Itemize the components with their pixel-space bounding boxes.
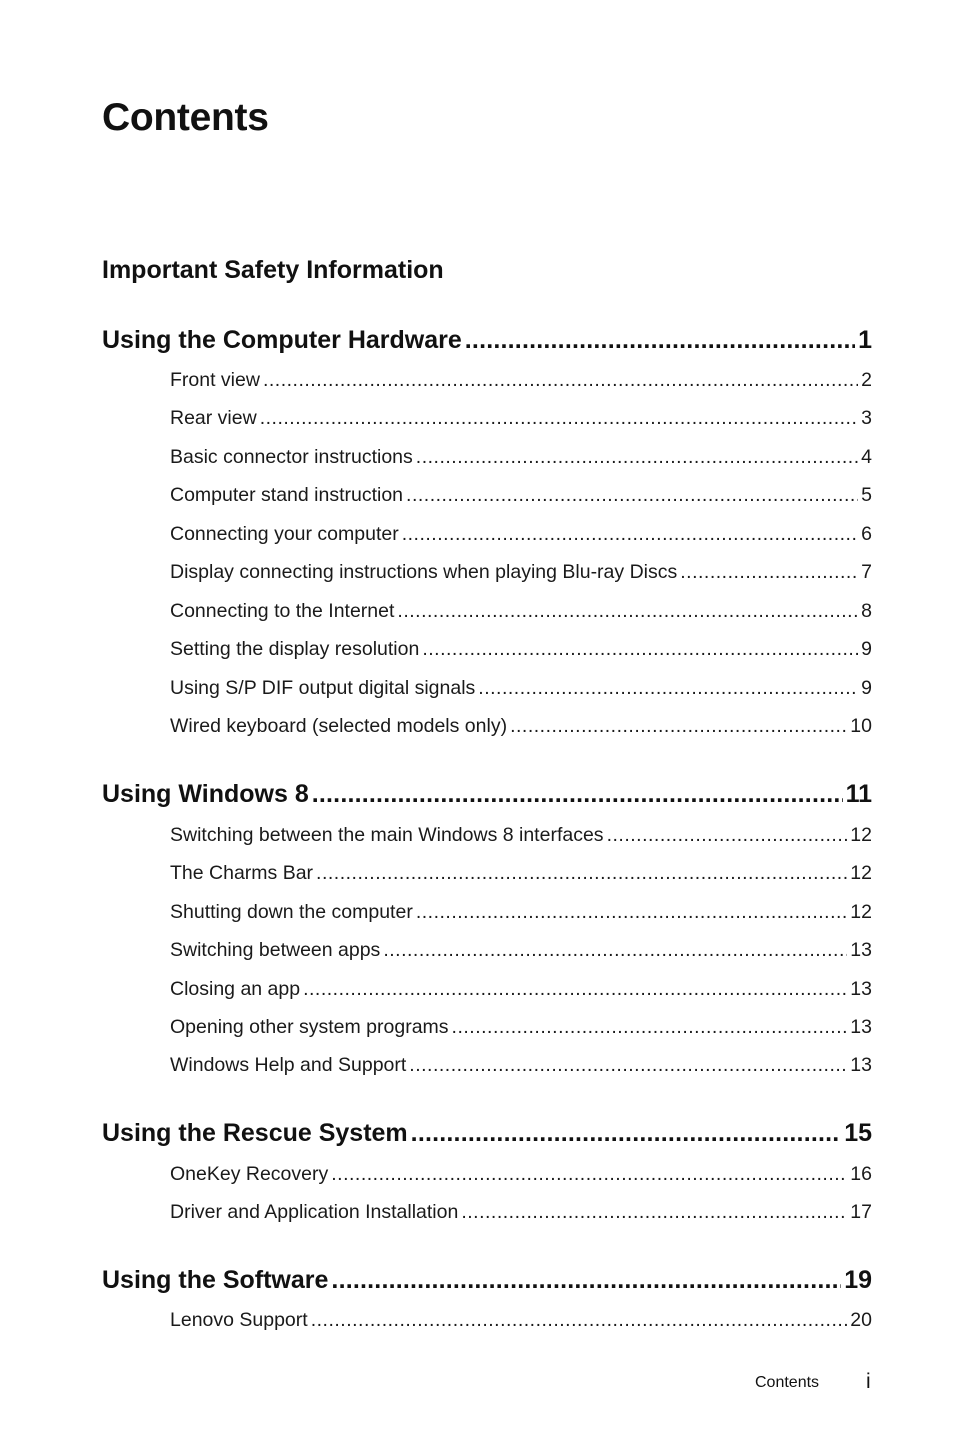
- dot-leader: [383, 939, 847, 962]
- toc-chapter-rescue[interactable]: [102, 1119, 872, 1149]
- dot-leader: [465, 326, 855, 355]
- dot-leader: [331, 1163, 847, 1186]
- chapter-page-number: 19: [844, 1266, 872, 1294]
- entry-label: Basic connector instructions: [170, 446, 413, 468]
- entry-page-number: 13: [850, 1016, 872, 1038]
- entry-label: Switching between the main Windows 8 interfaces: [170, 824, 604, 846]
- toc-chapter-windows[interactable]: [102, 780, 872, 810]
- toc-entry[interactable]: [170, 1309, 872, 1333]
- toc-entry[interactable]: [170, 939, 872, 963]
- entry-label: Wired keyboard (selected models only): [170, 715, 508, 737]
- toc-entry[interactable]: [170, 1054, 872, 1078]
- dot-leader: [312, 780, 843, 809]
- dot-leader: [303, 978, 847, 1001]
- dot-leader: [397, 600, 858, 623]
- toc-chapter-hardware[interactable]: [102, 326, 872, 356]
- dot-leader: [311, 1309, 848, 1332]
- toc-entry[interactable]: [170, 484, 872, 508]
- dot-leader: [406, 484, 858, 507]
- entry-label: Lenovo Support: [170, 1309, 308, 1331]
- dot-leader: [416, 901, 847, 924]
- entry-page-number: 10: [850, 715, 872, 737]
- dot-leader: [263, 369, 858, 392]
- entry-label: Using S/P DIF output digital signals: [170, 677, 476, 699]
- entry-label: Shutting down the computer: [170, 901, 413, 923]
- toc-entry[interactable]: [170, 523, 872, 547]
- entry-page-number: 20: [850, 1309, 872, 1331]
- entry-label: The Charms Bar: [170, 862, 314, 884]
- dot-leader: [452, 1016, 848, 1039]
- entry-page-number: 9: [861, 677, 872, 699]
- footer-page-number: i: [866, 1370, 871, 1393]
- toc-chapter-software[interactable]: [102, 1266, 872, 1296]
- toc-entry[interactable]: [170, 369, 872, 393]
- entry-page-number: 4: [861, 446, 872, 468]
- chapter-page-number: 11: [845, 780, 872, 808]
- entry-label: Closing an app: [170, 978, 301, 1000]
- toc-entry[interactable]: [170, 638, 872, 662]
- toc-entry[interactable]: [170, 600, 872, 624]
- safety-heading: Important Safety Information: [102, 256, 444, 284]
- entry-label: Setting the display resolution: [170, 638, 420, 660]
- entry-page-number: 6: [861, 523, 872, 545]
- entry-label: Opening other system programs: [170, 1016, 449, 1038]
- chapter-title: Using the Software: [102, 1266, 329, 1294]
- entry-page-number: 5: [861, 484, 872, 506]
- dot-leader: [461, 1201, 847, 1224]
- dot-leader: [402, 523, 858, 546]
- entry-label: Switching between apps: [170, 939, 381, 961]
- toc-entry[interactable]: [170, 446, 872, 470]
- page-title: Contents: [102, 96, 269, 139]
- chapter-title: Using the Rescue System: [102, 1119, 408, 1147]
- entry-label: Driver and Application Installation: [170, 1201, 459, 1223]
- entry-label: Rear view: [170, 407, 257, 429]
- dot-leader: [510, 715, 847, 738]
- toc-entry[interactable]: [170, 407, 872, 431]
- dot-leader: [409, 1054, 847, 1077]
- entry-label: Connecting your computer: [170, 523, 399, 545]
- toc-entry[interactable]: [170, 561, 872, 585]
- entry-label: OneKey Recovery: [170, 1163, 329, 1185]
- toc-entry[interactable]: [170, 715, 872, 739]
- entry-label: Display connecting instructions when playing Blu-ray Discs: [170, 561, 678, 583]
- toc-entry[interactable]: [170, 677, 872, 701]
- dot-leader: [478, 677, 858, 700]
- entry-page-number: 8: [861, 600, 872, 622]
- chapter-title: Using the Computer Hardware: [102, 326, 462, 354]
- toc-entry[interactable]: [170, 1016, 872, 1040]
- dot-leader: [260, 407, 858, 430]
- entry-label: Computer stand instruction: [170, 484, 404, 506]
- dot-leader: [607, 824, 848, 847]
- entry-page-number: 7: [861, 561, 872, 583]
- toc-entry[interactable]: [170, 1201, 872, 1225]
- dot-leader: [422, 638, 858, 661]
- chapter-page-number: 1: [858, 326, 872, 354]
- entry-page-number: 9: [861, 638, 872, 660]
- dot-leader: [411, 1119, 842, 1148]
- entry-page-number: 2: [861, 369, 872, 391]
- entry-page-number: 13: [850, 939, 872, 961]
- entry-page-number: 12: [850, 824, 872, 846]
- toc-entry[interactable]: [170, 901, 872, 925]
- entry-page-number: 12: [850, 862, 872, 884]
- entry-page-number: 3: [861, 407, 872, 429]
- entry-page-number: 13: [850, 1054, 872, 1076]
- entry-label: Windows Help and Support: [170, 1054, 407, 1076]
- entry-label: Connecting to the Internet: [170, 600, 395, 622]
- dot-leader: [680, 561, 858, 584]
- toc-entry[interactable]: [170, 824, 872, 848]
- chapter-title: Using Windows 8: [102, 780, 309, 808]
- dot-leader: [331, 1266, 841, 1295]
- entry-page-number: 13: [850, 978, 872, 1000]
- entry-page-number: 16: [850, 1163, 872, 1185]
- entry-label: Front view: [170, 369, 260, 391]
- toc-entry[interactable]: [170, 1163, 872, 1187]
- footer-section-label: Contents: [755, 1374, 820, 1391]
- entry-page-number: 12: [850, 901, 872, 923]
- chapter-page-number: 15: [844, 1119, 872, 1147]
- entry-page-number: 17: [850, 1201, 872, 1223]
- toc-entry[interactable]: [170, 978, 872, 1002]
- toc-entry[interactable]: [170, 862, 872, 886]
- dot-leader: [416, 446, 858, 469]
- dot-leader: [316, 862, 847, 885]
